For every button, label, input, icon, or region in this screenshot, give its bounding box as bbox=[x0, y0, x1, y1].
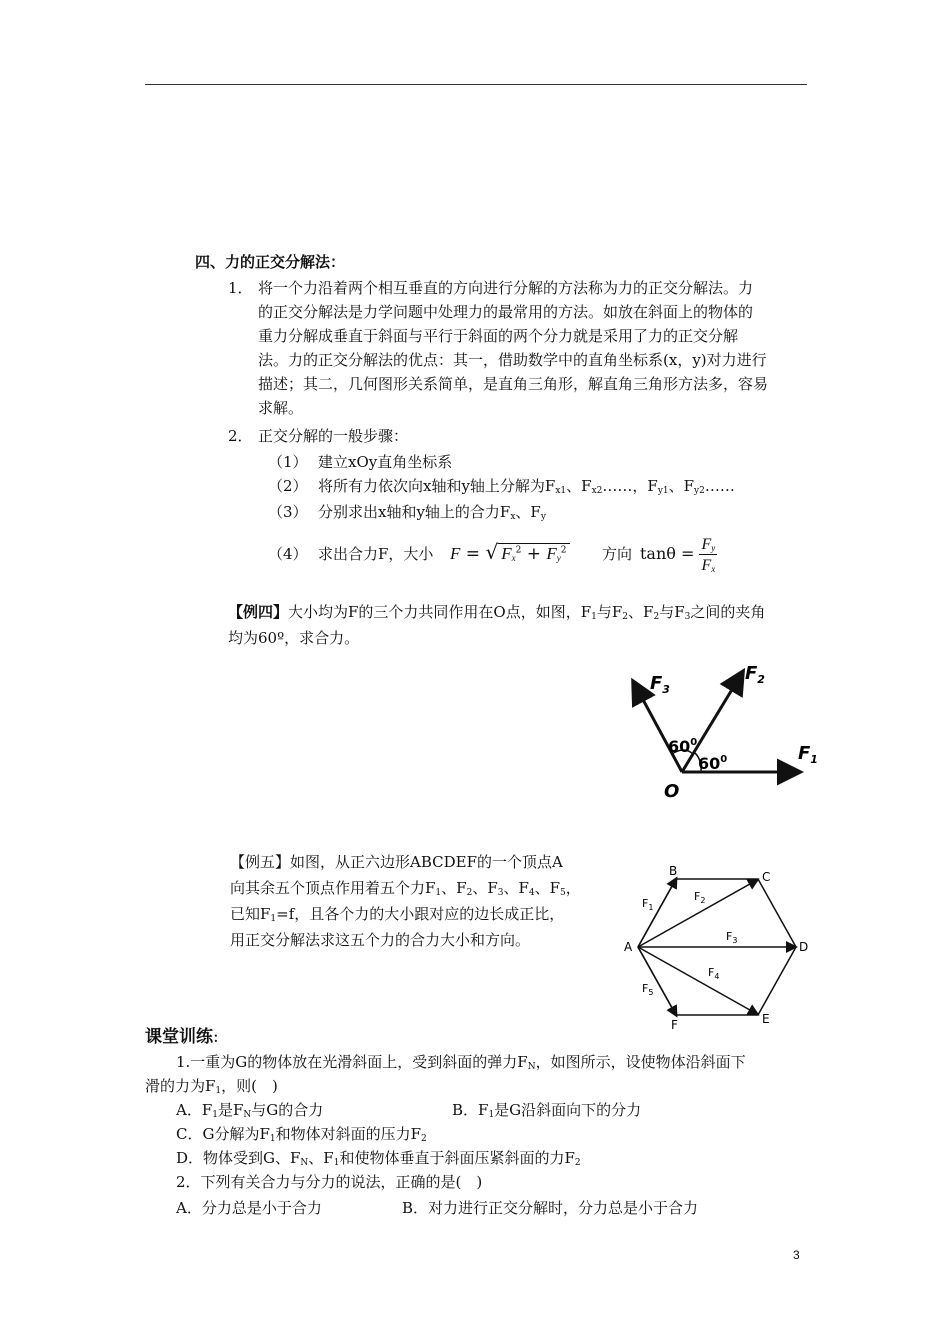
step-text: 分别求出x轴和y轴上的合力$F_x$、$F_y$ bbox=[318, 503, 546, 522]
para1-line: 描述；其二，几何图形关系简单，是直角三角形，解直角三角形方法多，容易 bbox=[258, 375, 769, 393]
vertex-a-label: A bbox=[624, 940, 633, 954]
force-diagram-three-forces bbox=[620, 655, 835, 805]
step-text: 求出合力F，大小 bbox=[318, 545, 434, 563]
angle-label-1: $60^0$ bbox=[668, 737, 698, 756]
origin-label: O bbox=[664, 781, 680, 802]
angle-label-2: $60^0$ bbox=[698, 754, 728, 773]
example4-line2: 均为60º，求合力。 bbox=[228, 629, 360, 647]
q2-option-a: A．分力总是小于合力 bbox=[176, 1199, 322, 1217]
header-rule bbox=[145, 84, 807, 85]
para1-line: 将一个力沿着两个相互垂直的方向进行分解的方法称为力的正交分解法。力 bbox=[258, 279, 754, 297]
magnitude-formula: F = √ $F_x^2 + F_y^2$ bbox=[450, 540, 570, 564]
q1-option-c: C．G分解为$F_1$和物体对斜面的压力$F_2$ bbox=[176, 1125, 427, 1144]
example5-line: 已知$F_1=f$，且各个力的大小跟对应的边长成正比， bbox=[230, 905, 565, 924]
vertex-f-label: F bbox=[671, 1018, 678, 1032]
f1-label: $F_1$ bbox=[642, 897, 654, 912]
step-text: 将所有力依次向x轴和y轴上分解为$F_{x1}$、$F_{x2}\dots\dots$，$F_{y1}$、$F_{y2}\dots\dots$ bbox=[318, 477, 735, 496]
example4-line1: 【例四】大小均为F的三个力共同作用在O点，如图，$F_1$与$F_2$、$F_2$与$F_3$之间的夹角 bbox=[228, 603, 766, 622]
step-text: 建立xOy直角坐标系 bbox=[318, 453, 453, 471]
vertex-d-label: D bbox=[799, 940, 809, 954]
section-heading: 四、力的正交分解法： bbox=[195, 253, 346, 271]
f5-label: $F_5$ bbox=[642, 982, 654, 997]
vertex-e-label: E bbox=[762, 1012, 770, 1026]
question-1: 1.一重为G的物体放在光滑斜面上，受到斜面的弹力$F_N$，如图所示，设使物体沿斜面下 bbox=[176, 1053, 746, 1072]
question-2: 2．下列有关合力与分力的说法，正确的是( ) bbox=[176, 1173, 483, 1191]
q1-option-a: A．$F_1$是$F_N$与G的合力 bbox=[176, 1101, 324, 1120]
page-number: 3 bbox=[793, 1248, 800, 1262]
para1-number: 1． bbox=[228, 279, 253, 297]
direction-formula: tanθ = $\frac{F_y}{F_x}$ bbox=[640, 536, 716, 574]
f1-label: $F_1$ bbox=[798, 743, 818, 766]
direction-label: 方向 bbox=[602, 545, 633, 563]
para1-line: 法。力的正交分解法的优点：其一，借助数学中的直角坐标系(x，y)对力进行 bbox=[258, 351, 767, 369]
example5-line: 向其余五个顶点作用着五个力$F_1$、$F_2$、$F_3$、$F_4$、$F_5$， bbox=[230, 879, 581, 898]
practice-heading: 课堂训练: bbox=[145, 1027, 219, 1047]
para1-line: 的正交分解法是力学问题中处理力的最常用的方法。如放在斜面上的物体的 bbox=[258, 303, 754, 321]
q2-option-b: B．对力进行正交分解时，分力总是小于合力 bbox=[402, 1199, 699, 1217]
f3-label: $F_3$ bbox=[726, 930, 738, 945]
f4-label: $F_4$ bbox=[708, 966, 720, 981]
f4-vector bbox=[638, 947, 757, 1014]
step-number: （2） bbox=[268, 477, 308, 495]
step-number: （3） bbox=[268, 503, 308, 521]
f3-arrow bbox=[634, 683, 682, 772]
vertex-b-label: B bbox=[669, 864, 678, 878]
para1-line: 重力分解成垂直于斜面与平行于斜面的两个分力就是采用了力的正交分解 bbox=[258, 327, 739, 345]
para2-number: 2． bbox=[228, 427, 253, 445]
q1-option-d: D．物体受到G、$F_N$、$F_1$和使物体垂直于斜面压紧斜面的力$F_2$ bbox=[176, 1149, 581, 1168]
hexagon-force-diagram bbox=[620, 860, 815, 1035]
para2-title: 正交分解的一般步骤： bbox=[258, 427, 409, 445]
f2-label: $F_2$ bbox=[694, 890, 706, 905]
step-number: （1） bbox=[268, 453, 308, 471]
q1-option-b: B．$F_1$是G沿斜面向下的分力 bbox=[452, 1101, 642, 1120]
example5-line: 用正交分解法求这五个力的合力大小和方向。 bbox=[230, 931, 531, 949]
f2-label: $F_2$ bbox=[745, 663, 765, 686]
f3-label: $F_3$ bbox=[650, 673, 670, 696]
question-1-cont: 滑的力为$F_1$，则( ) bbox=[145, 1077, 278, 1096]
para1-line: 求解。 bbox=[258, 399, 304, 417]
vertex-c-label: C bbox=[762, 870, 771, 884]
step-number: （4） bbox=[268, 545, 308, 563]
example5-line: 【例五】如图，从正六边形ABCDEF的一个顶点A bbox=[230, 853, 563, 871]
